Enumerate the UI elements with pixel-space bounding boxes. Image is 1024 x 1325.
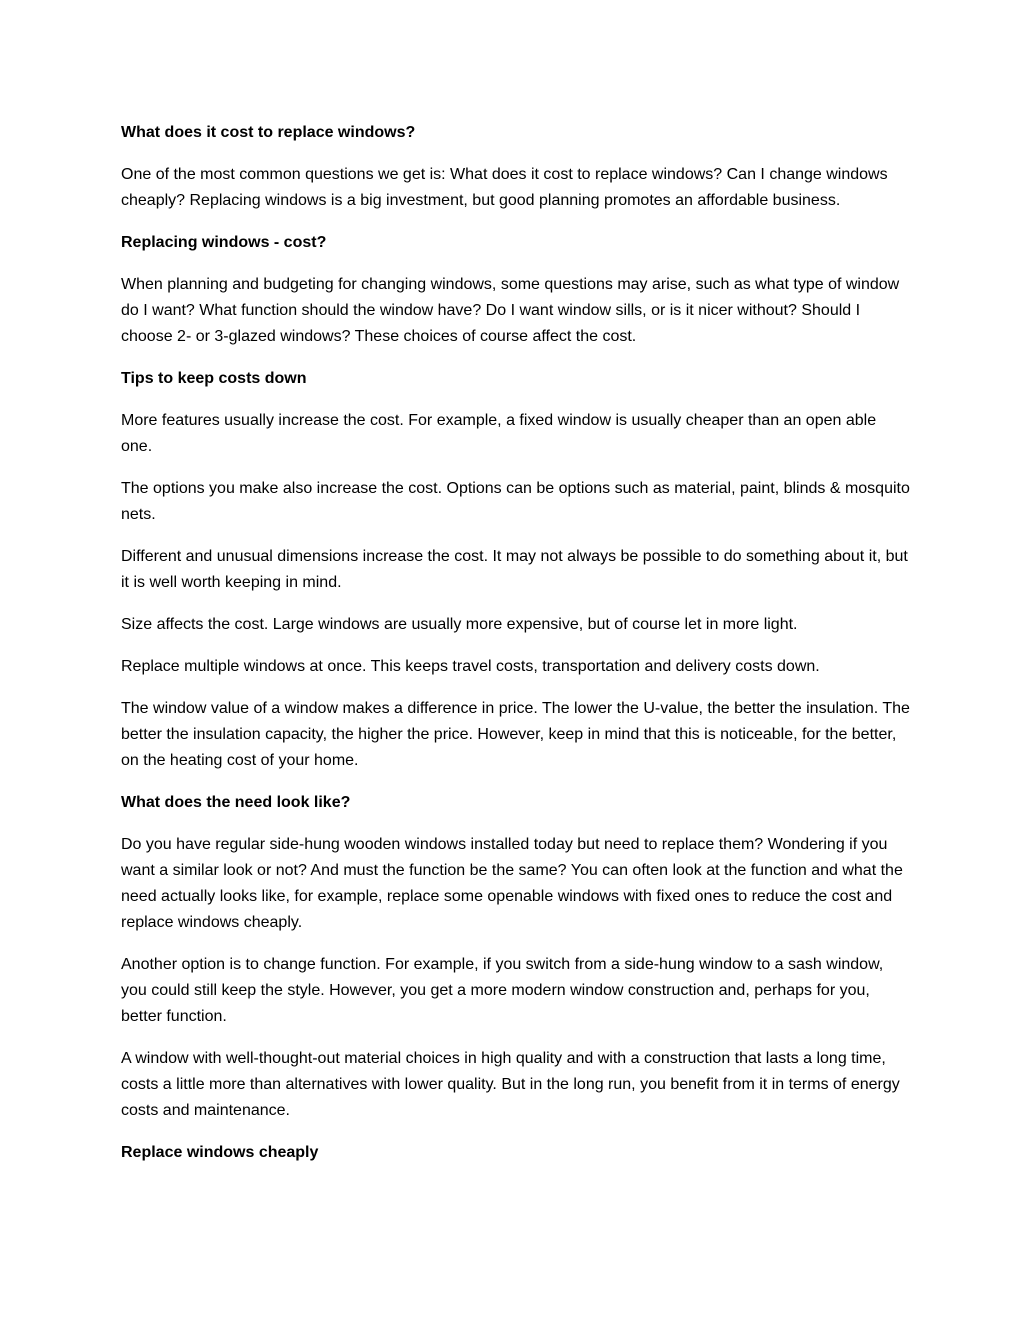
paragraph-u-value: The window value of a window makes a difference in price. The lower the U-value, the better the insulation. The better the insulation capacity, the higher the price. However, keep in mind that this is noticeable, for the better, on the heating cost of your home. xyxy=(121,700,910,769)
heading-replacing-cost: Replacing windows - cost? xyxy=(121,234,327,251)
paragraph-features: More features usually increase the cost. For example, a fixed window is usually cheaper than an open able one. xyxy=(121,412,877,455)
document-page xyxy=(121,120,911,1182)
paragraph-multiple: Replace multiple windows at once. This keeps travel costs, transportation and delivery costs down. xyxy=(121,658,820,675)
heading-need: What does the need look like? xyxy=(121,794,351,811)
paragraph-planning: When planning and budgeting for changing windows, some questions may arise, such as what type of window do I want? What function should the window have? Do I want window sills, or is it nicer without? Should I choose 2- or 3-glazed windows? These choices of course affect the cost. xyxy=(121,276,900,345)
paragraph-options: The options you make also increase the cost. Options can be options such as material, paint, blinds & mosquito nets. xyxy=(121,480,910,523)
paragraph-intro: One of the most common questions we get is: What does it cost to replace windows? Can I change windows cheaply? Replacing windows is a big investment, but good planning promotes an affordable business. xyxy=(121,166,888,209)
paragraph-size: Size affects the cost. Large windows are usually more expensive, but of course let in more light. xyxy=(121,616,798,633)
paragraph-side-hung: Do you have regular side-hung wooden windows installed today but need to replace them? Wondering if you want a similar look or not? And must the function be the same? You can often look at the function and what the need actually looks like, for example, replace some openable windows with fixed ones to reduce the cost and replace windows cheaply. xyxy=(121,836,903,931)
paragraph-quality: A window with well-thought-out material choices in high quality and with a construction that lasts a long time, costs a little more than alternatives with lower quality. But in the long run, you benefit from it in terms of energy costs and maintenance. xyxy=(121,1050,900,1119)
heading-replace-cheaply: Replace windows cheaply xyxy=(121,1144,319,1161)
paragraph-dimensions: Different and unusual dimensions increase the cost. It may not always be possible to do something about it, but it is well worth keeping in mind. xyxy=(121,548,908,591)
heading-tips: Tips to keep costs down xyxy=(121,370,307,387)
heading-cost-to-replace: What does it cost to replace windows? xyxy=(121,124,416,141)
paragraph-change-function: Another option is to change function. For example, if you switch from a side-hung window to a sash window, you could still keep the style. However, you get a more modern window construction and, perhaps for you, better function. xyxy=(121,956,884,1025)
